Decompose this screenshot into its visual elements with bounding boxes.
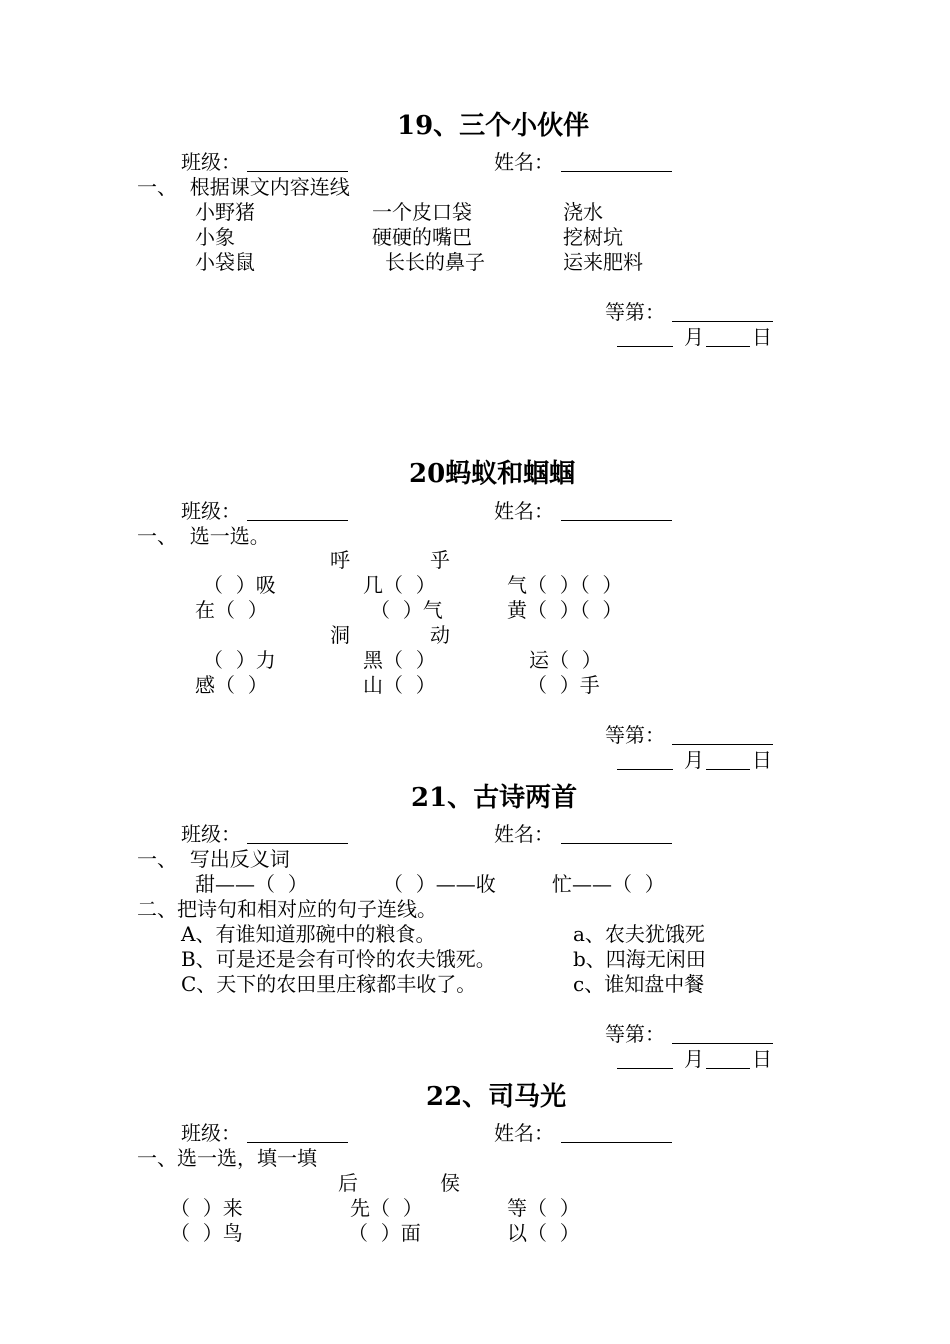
name-blank[interactable] xyxy=(561,843,672,844)
animal-item: 小象 xyxy=(195,225,235,249)
class-label: 班级： xyxy=(181,150,241,174)
name-label: 姓名： xyxy=(494,822,554,846)
section-22-title: 22、司马光 xyxy=(426,1082,567,1112)
class-blank[interactable] xyxy=(247,171,348,172)
fill-blank-item: （ ）鸟 xyxy=(170,1221,243,1245)
day-label: 日 xyxy=(752,1047,772,1071)
name-label: 姓名： xyxy=(494,1121,554,1145)
grade-blank[interactable] xyxy=(672,321,773,322)
month-label: 月 xyxy=(684,1047,704,1071)
fill-blank-item: 几（ ） xyxy=(363,573,436,597)
antonym-item: 甜——（ ） xyxy=(195,872,308,896)
option-char: 后 xyxy=(338,1171,358,1195)
animal-item: 小袋鼠 xyxy=(195,250,255,274)
section-19-title: 19、三个小伙伴 xyxy=(397,111,590,141)
class-blank[interactable] xyxy=(247,1142,348,1143)
fill-blank-item: 感（ ） xyxy=(195,673,268,697)
fill-blank-item: 等（ ） xyxy=(507,1196,580,1220)
feature-item: 长长的鼻子 xyxy=(385,250,485,274)
name-blank[interactable] xyxy=(561,520,672,521)
fill-blank-item: 山（ ） xyxy=(363,673,436,697)
day-blank[interactable] xyxy=(706,346,750,347)
name-label: 姓名： xyxy=(494,499,554,523)
animal-item: 小野猪 xyxy=(195,200,255,224)
day-label: 日 xyxy=(752,325,772,349)
day-blank[interactable] xyxy=(706,769,750,770)
day-label: 日 xyxy=(752,748,772,772)
question-1-heading: 一、 根据课文内容连线 xyxy=(137,175,350,199)
class-blank[interactable] xyxy=(247,843,348,844)
class-label: 班级： xyxy=(181,499,241,523)
month-label: 月 xyxy=(684,325,704,349)
grade-label: 等第： xyxy=(605,723,665,747)
option-char: 乎 xyxy=(430,548,450,572)
class-label: 班级： xyxy=(181,1121,241,1145)
fill-blank-item: 先（ ） xyxy=(350,1196,423,1220)
fill-blank-item: 以（ ） xyxy=(507,1221,580,1245)
poem-line-item: a、农夫犹饿死 xyxy=(573,922,705,946)
fill-blank-item: （ ）吸 xyxy=(203,573,276,597)
name-blank[interactable] xyxy=(561,171,672,172)
section-20-title: 20蚂蚁和蝈蝈 xyxy=(409,459,576,489)
section-21-title: 21、古诗两首 xyxy=(411,783,578,813)
option-char: 呼 xyxy=(330,548,350,572)
grade-label: 等第： xyxy=(605,300,665,324)
grade-blank[interactable] xyxy=(672,744,773,745)
month-blank[interactable] xyxy=(617,769,673,770)
option-char: 侯 xyxy=(440,1171,460,1195)
action-item: 浇水 xyxy=(563,200,603,224)
sentence-item: C、天下的农田里庄稼都丰收了。 xyxy=(181,972,477,996)
poem-line-item: b、四海无闲田 xyxy=(573,947,706,971)
question-1-heading: 一、 选一选。 xyxy=(137,524,270,548)
question-1-heading: 一、选一选，填一填 xyxy=(137,1146,317,1170)
feature-item: 一个皮口袋 xyxy=(372,200,472,224)
action-item: 运来肥料 xyxy=(563,250,643,274)
class-blank[interactable] xyxy=(247,520,348,521)
fill-blank-item: （ ）力 xyxy=(203,648,276,672)
feature-item: 硬硬的嘴巴 xyxy=(372,225,472,249)
class-label: 班级： xyxy=(181,822,241,846)
fill-blank-item: 运（ ） xyxy=(529,648,602,672)
fill-blank-item: （ ）气 xyxy=(370,598,443,622)
month-label: 月 xyxy=(684,748,704,772)
question-2-heading: 二、把诗句和相对应的句子连线。 xyxy=(137,897,437,921)
fill-blank-item: 在（ ） xyxy=(195,598,268,622)
sentence-item: A、有谁知道那碗中的粮食。 xyxy=(181,922,436,946)
grade-blank[interactable] xyxy=(672,1043,773,1044)
month-blank[interactable] xyxy=(617,1068,673,1069)
month-blank[interactable] xyxy=(617,346,673,347)
name-label: 姓名： xyxy=(494,150,554,174)
option-char: 动 xyxy=(430,623,450,647)
fill-blank-item: （ ）手 xyxy=(527,673,600,697)
fill-blank-item: （ ）面 xyxy=(348,1221,421,1245)
action-item: 挖树坑 xyxy=(563,225,623,249)
question-1-heading: 一、 写出反义词 xyxy=(137,847,290,871)
name-blank[interactable] xyxy=(561,1142,672,1143)
antonym-item: 忙——（ ） xyxy=(552,872,665,896)
antonym-item: （ ）——收 xyxy=(383,872,496,896)
fill-blank-item: 黄（ ）（ ） xyxy=(507,598,623,622)
sentence-item: B、可是还是会有可怜的农夫饿死。 xyxy=(181,947,496,971)
fill-blank-item: （ ）来 xyxy=(170,1196,243,1220)
poem-line-item: c、谁知盘中餐 xyxy=(573,972,705,996)
fill-blank-item: 黑（ ） xyxy=(363,648,436,672)
day-blank[interactable] xyxy=(706,1068,750,1069)
option-char: 洞 xyxy=(330,623,350,647)
grade-label: 等第： xyxy=(605,1022,665,1046)
fill-blank-item: 气（ ）（ ） xyxy=(507,573,623,597)
